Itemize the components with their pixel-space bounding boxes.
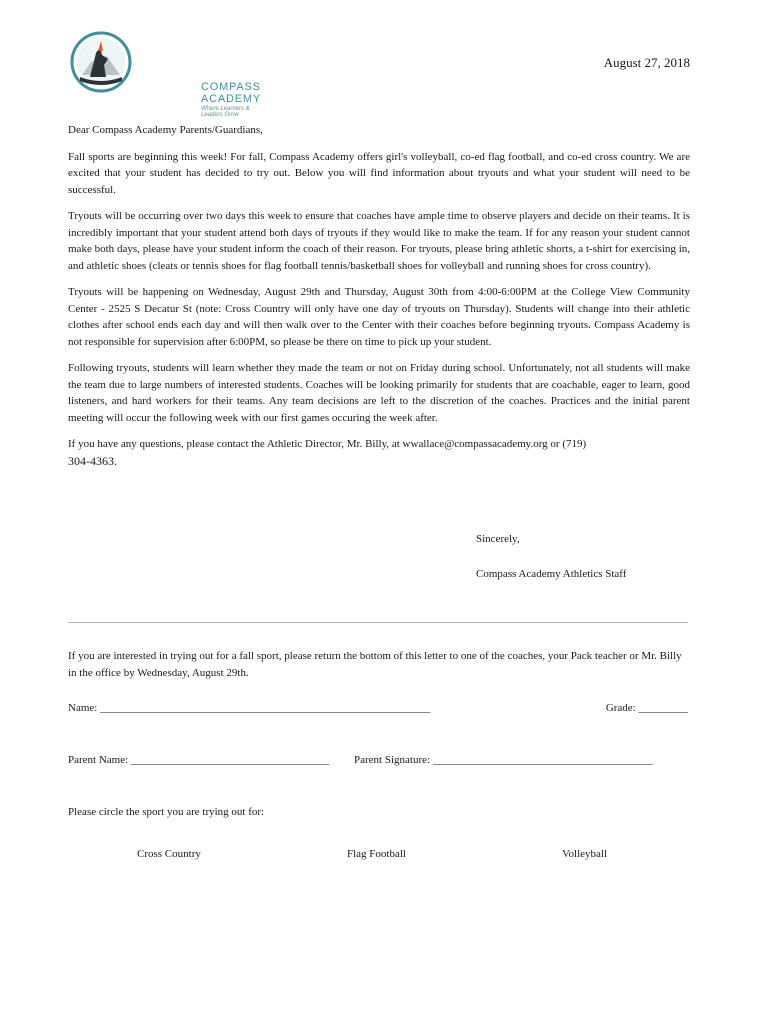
logo-name: COMPASS ACADEMY <box>201 81 261 105</box>
contact-phone: 304-4363. <box>68 453 117 468</box>
paragraph-contact <box>68 436 690 470</box>
signature: Compass Academy Athletics Staff <box>476 568 627 580</box>
contact-text: If you have any questions, please contact the Athletic Director, Mr. Billy, at wwallace@compassacademy.org or (719) <box>68 438 587 450</box>
letter-body <box>68 122 690 470</box>
closing: Sincerely, <box>476 533 520 545</box>
paragraph-results: Following tryouts, students will learn whether they made the team or not on Friday during school. Unfortunately, not all students will make the team due to large numbers of interested students. Coaches will be looking primarily for students that are coachable, eager to learn, good listeners, and hard workers for their teams. Any team decisions are left to the discretion of the coaches. Practices and the initial parent meeting will occur the following week with our first games occuring the week after. <box>68 362 690 424</box>
logo-tagline: Where Learners & Leaders Grow <box>201 106 250 118</box>
sport-flag-football[interactable]: Flag Football <box>347 848 406 860</box>
paragraph-intro: Fall sports are beginning this week! For fall, Compass Academy offers girl's volleyball, co-ed flag football, and co-ed cross country. We are excited that your student has decided to try out. Below you will find information about tryouts and what your student will need to be successful. <box>68 150 690 196</box>
paragraph-tryout-location: Tryouts will be happening on Wednesday, August 29th and Thursday, August 30th from 4:00-6:00PM at the College View Community Center - 2525 S Decatur St (note: Cross Country will only have one day of tryouts on Thursday). Students will change into their athletic clothes after school ends each day and will then walk over to the Center with their coaches before beginning tryouts. Compass Academy is not responsible for supervision after 6:00PM, so please be there on time to pick up your student. <box>68 286 690 348</box>
form-intro: If you are interested in trying out for a fall sport, please return the bottom of this letter to one of the coaches, your Pack teacher or Mr. Billy in the office by Wednesday, August 29th. <box>68 650 682 679</box>
sport-cross-country[interactable]: Cross Country <box>137 848 201 860</box>
salutation: Dear Compass Academy Parents/Guardians, <box>68 124 263 136</box>
parent-signature-field[interactable]: Parent Signature: ________________________________________ <box>354 754 653 766</box>
paragraph-tryout-days: Tryouts will be occurring over two days this week to ensure that coaches have ample time to observe players and decide on their teams. It is incredibly important that your student attend both days of tryouts if they would like to make the team. If for any reason your student cannot make both days, please have your student inform the coach of their reason. For tryouts, please bring athletic shorts, a t-shirt for exercising in, and athletic shoes (cleats or tennis shoes for flag football tennis/basketball shoes for volleyball and running shoes for cross country). <box>68 210 690 272</box>
sport-volleyball[interactable]: Volleyball <box>562 848 608 860</box>
parent-name-field[interactable]: Parent Name: ____________________________________ <box>68 754 329 766</box>
name-field[interactable]: Name: ____________________________________________________________ <box>68 702 431 714</box>
letter-date: August 27, 2018 <box>603 55 690 70</box>
circle-prompt: Please circle the sport you are trying out for: <box>68 806 265 818</box>
compass-wolf-icon <box>70 31 132 93</box>
grade-field[interactable]: Grade: _________ <box>605 702 688 714</box>
tear-off-divider <box>68 622 688 623</box>
school-logo <box>70 31 270 118</box>
